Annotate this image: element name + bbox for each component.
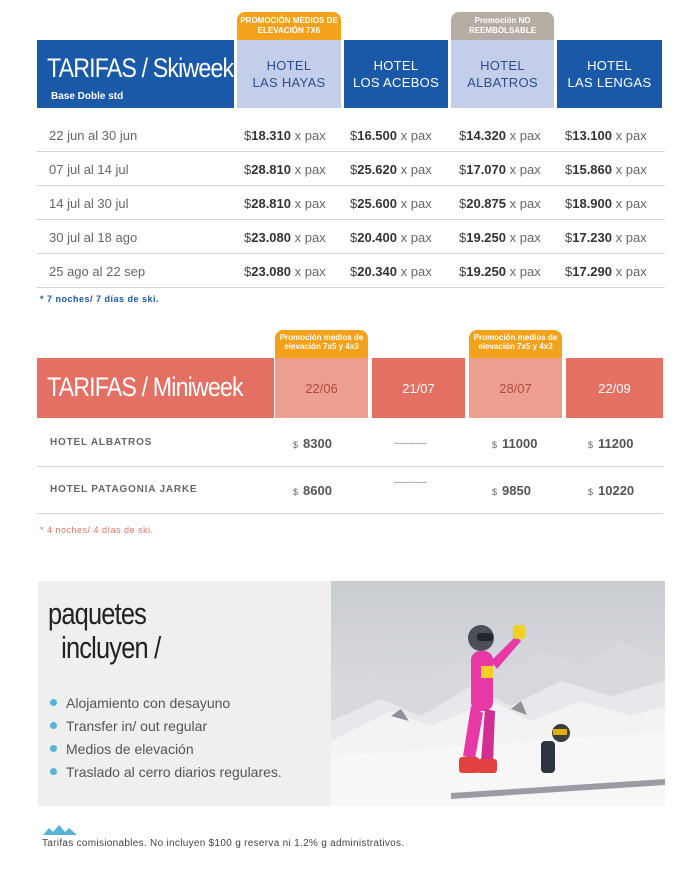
price-value: 25.620 — [357, 162, 397, 177]
price-unit: x pax — [509, 162, 541, 177]
price-unit: x pax — [294, 128, 326, 143]
skiweek-title: TARIFAS / Skiweek — [47, 53, 234, 83]
price-unit: x pax — [294, 264, 326, 279]
paquetes-title-line1: paquetes — [48, 596, 147, 631]
bullet-dot-icon — [50, 768, 57, 775]
price-cell — [350, 128, 432, 143]
currency-symbol: $ — [293, 487, 299, 497]
table-row — [37, 152, 665, 186]
mountain-logo-icon — [43, 825, 77, 835]
miniweek-title: TARIFAS / Miniweek — [47, 372, 243, 402]
price-value: 16.500 — [357, 128, 397, 143]
price-cell — [459, 196, 541, 211]
price-cell — [565, 264, 647, 279]
price-value: 19.250 — [466, 230, 506, 245]
price-unit: x pax — [400, 230, 432, 245]
hotel-name: HOTEL ALBATROS — [50, 437, 153, 448]
price-value: 14.320 — [466, 128, 506, 143]
price-value: 13.100 — [572, 128, 612, 143]
currency-symbol: $ — [244, 264, 252, 279]
price-cell — [565, 128, 647, 143]
price-cell — [350, 196, 432, 211]
currency-symbol: $ — [565, 162, 573, 177]
table-row — [37, 118, 665, 152]
price-cell — [588, 436, 633, 451]
price-value: 28.810 — [251, 162, 291, 177]
date-header-4: 22/09 — [566, 358, 663, 418]
price-unit: x pax — [615, 162, 647, 177]
price-unit: x pax — [615, 128, 647, 143]
period-label: 14 jul al 30 jul — [49, 196, 129, 211]
price-value: 8600 — [303, 483, 332, 498]
price-value: 15.860 — [572, 162, 612, 177]
price-unit: x pax — [400, 162, 432, 177]
currency-symbol: $ — [350, 264, 358, 279]
price-cell — [459, 230, 541, 245]
hotel-name: HOTEL PATAGONIA JARKE — [50, 484, 198, 495]
hotel-header-las-lengas: HOTEL LAS LENGAS — [557, 40, 662, 108]
currency-symbol: $ — [588, 487, 594, 497]
badge-promo-elevacion: PROMOCIÓN MEDIOS DE ELEVACIÓN 7X6 — [237, 12, 341, 40]
currency-symbol: $ — [244, 162, 252, 177]
price-cell — [244, 264, 326, 279]
price-unit: x pax — [400, 128, 432, 143]
hotel-header-albatros: HOTEL ALBATROS — [451, 40, 554, 108]
price-value: 17.290 — [572, 264, 612, 279]
price-unit: x pax — [615, 264, 647, 279]
price-cell — [588, 483, 634, 498]
price-unit: x pax — [615, 230, 647, 245]
skiweek-title-block — [37, 40, 234, 108]
price-unit: x pax — [509, 230, 541, 245]
price-cell — [565, 230, 647, 245]
price-cell — [244, 162, 326, 177]
currency-symbol: $ — [293, 440, 299, 450]
footer-disclaimer: Tarifas comisionables. No incluyen $100 g reserva ni 1.2% g administrativos. — [42, 838, 405, 849]
price-cell — [565, 196, 647, 211]
skiweek-subtitle: Base Doble std — [51, 91, 124, 102]
empty-cell: ----------- — [394, 438, 427, 448]
price-value: 9850 — [502, 483, 531, 498]
currency-symbol: $ — [565, 264, 573, 279]
currency-symbol: $ — [350, 230, 358, 245]
currency-symbol: $ — [459, 128, 467, 143]
table-row — [37, 467, 663, 514]
price-unit: x pax — [294, 230, 326, 245]
price-unit: x pax — [294, 162, 326, 177]
badge-no-reembolsable: Promoción NO REEMBOLSABLE — [451, 12, 554, 40]
list-item: Medios de elevación — [50, 737, 282, 760]
price-unit: x pax — [509, 196, 541, 211]
currency-symbol: $ — [244, 128, 252, 143]
price-value: 20.400 — [357, 230, 397, 245]
hotel-header-las-hayas: HOTEL LAS HAYAS — [237, 40, 341, 108]
currency-symbol: $ — [459, 264, 467, 279]
price-unit: x pax — [400, 264, 432, 279]
price-unit: x pax — [509, 264, 541, 279]
price-unit: x pax — [509, 128, 541, 143]
currency-symbol: $ — [244, 196, 252, 211]
currency-symbol: $ — [565, 128, 573, 143]
price-cell — [244, 128, 326, 143]
currency-symbol: $ — [350, 128, 358, 143]
bullet-dot-icon — [50, 699, 57, 706]
price-value: 11200 — [598, 436, 634, 451]
badge-promo-miniweek-2: Promoción medios de elevación 7x5 y 4x3 — [469, 330, 562, 359]
currency-symbol: $ — [459, 196, 467, 211]
paquetes-title-line2: incluyen / — [61, 630, 161, 665]
badge-promo-miniweek-1: Promoción medios de elevación 7x5 y 4x3 — [275, 330, 368, 359]
list-item: Traslado al cerro diarios regulares. — [50, 760, 282, 783]
paquetes-title — [48, 597, 160, 665]
table-row — [37, 186, 665, 220]
table-row — [37, 420, 663, 467]
price-value: 18.310 — [251, 128, 291, 143]
price-cell — [459, 128, 541, 143]
price-cell — [244, 196, 326, 211]
price-value: 11000 — [502, 436, 538, 451]
list-item: Alojamiento con desayuno — [50, 691, 282, 714]
price-unit: x pax — [615, 196, 647, 211]
table-row — [37, 220, 665, 254]
currency-symbol: $ — [350, 162, 358, 177]
bullet-dot-icon — [50, 722, 57, 729]
price-value: 18.900 — [572, 196, 612, 211]
price-cell — [459, 264, 541, 279]
list-item: Transfer in/ out regular — [50, 714, 282, 737]
date-header-3: 28/07 — [469, 358, 562, 418]
period-label: 22 jun al 30 jun — [49, 128, 138, 143]
price-value: 28.810 — [251, 196, 291, 211]
hotel-header-los-acebos: HOTEL LOS ACEBOS — [344, 40, 448, 108]
currency-symbol: $ — [492, 440, 498, 450]
price-unit: x pax — [400, 196, 432, 211]
price-value: 17.070 — [466, 162, 506, 177]
skiweek-note: * 7 noches/ 7 días de ski. — [40, 294, 160, 304]
bullet-dot-icon — [50, 745, 57, 752]
price-cell — [293, 483, 332, 498]
price-value: 25.600 — [357, 196, 397, 211]
price-cell — [492, 483, 531, 498]
price-value: 23.080 — [251, 230, 291, 245]
price-cell — [293, 436, 332, 451]
price-unit: x pax — [294, 196, 326, 211]
price-value: 20.875 — [466, 196, 506, 211]
currency-symbol: $ — [350, 196, 358, 211]
date-header-1: 22/06 — [275, 358, 368, 418]
empty-cell: ----------- — [394, 477, 427, 487]
currency-symbol: $ — [492, 487, 498, 497]
table-row — [37, 254, 665, 288]
price-cell — [492, 436, 537, 451]
period-label: 07 jul al 14 jul — [49, 162, 129, 177]
price-cell — [350, 230, 432, 245]
skier-photo — [331, 581, 665, 806]
miniweek-note: * 4 noches/ 4 días de ski. — [40, 525, 154, 535]
price-value: 10220 — [598, 483, 635, 498]
price-value: 8300 — [303, 436, 332, 451]
price-value: 23.080 — [251, 264, 291, 279]
price-cell — [459, 162, 541, 177]
currency-symbol: $ — [459, 230, 467, 245]
price-cell — [350, 162, 432, 177]
price-value: 20.340 — [357, 264, 397, 279]
price-value: 19.250 — [466, 264, 506, 279]
paquetes-list — [50, 691, 282, 783]
price-cell — [350, 264, 432, 279]
date-header-2: 21/07 — [372, 358, 465, 418]
price-cell — [565, 162, 647, 177]
currency-symbol: $ — [565, 230, 573, 245]
miniweek-title-block — [37, 358, 274, 418]
price-value: 17.230 — [572, 230, 612, 245]
currency-symbol: $ — [459, 162, 467, 177]
price-cell — [244, 230, 326, 245]
currency-symbol: $ — [565, 196, 573, 211]
paquetes-box — [38, 581, 331, 806]
currency-symbol: $ — [244, 230, 252, 245]
currency-symbol: $ — [588, 440, 594, 450]
period-label: 25 ago al 22 sep — [49, 264, 146, 279]
period-label: 30 jul al 18 ago — [49, 230, 138, 245]
